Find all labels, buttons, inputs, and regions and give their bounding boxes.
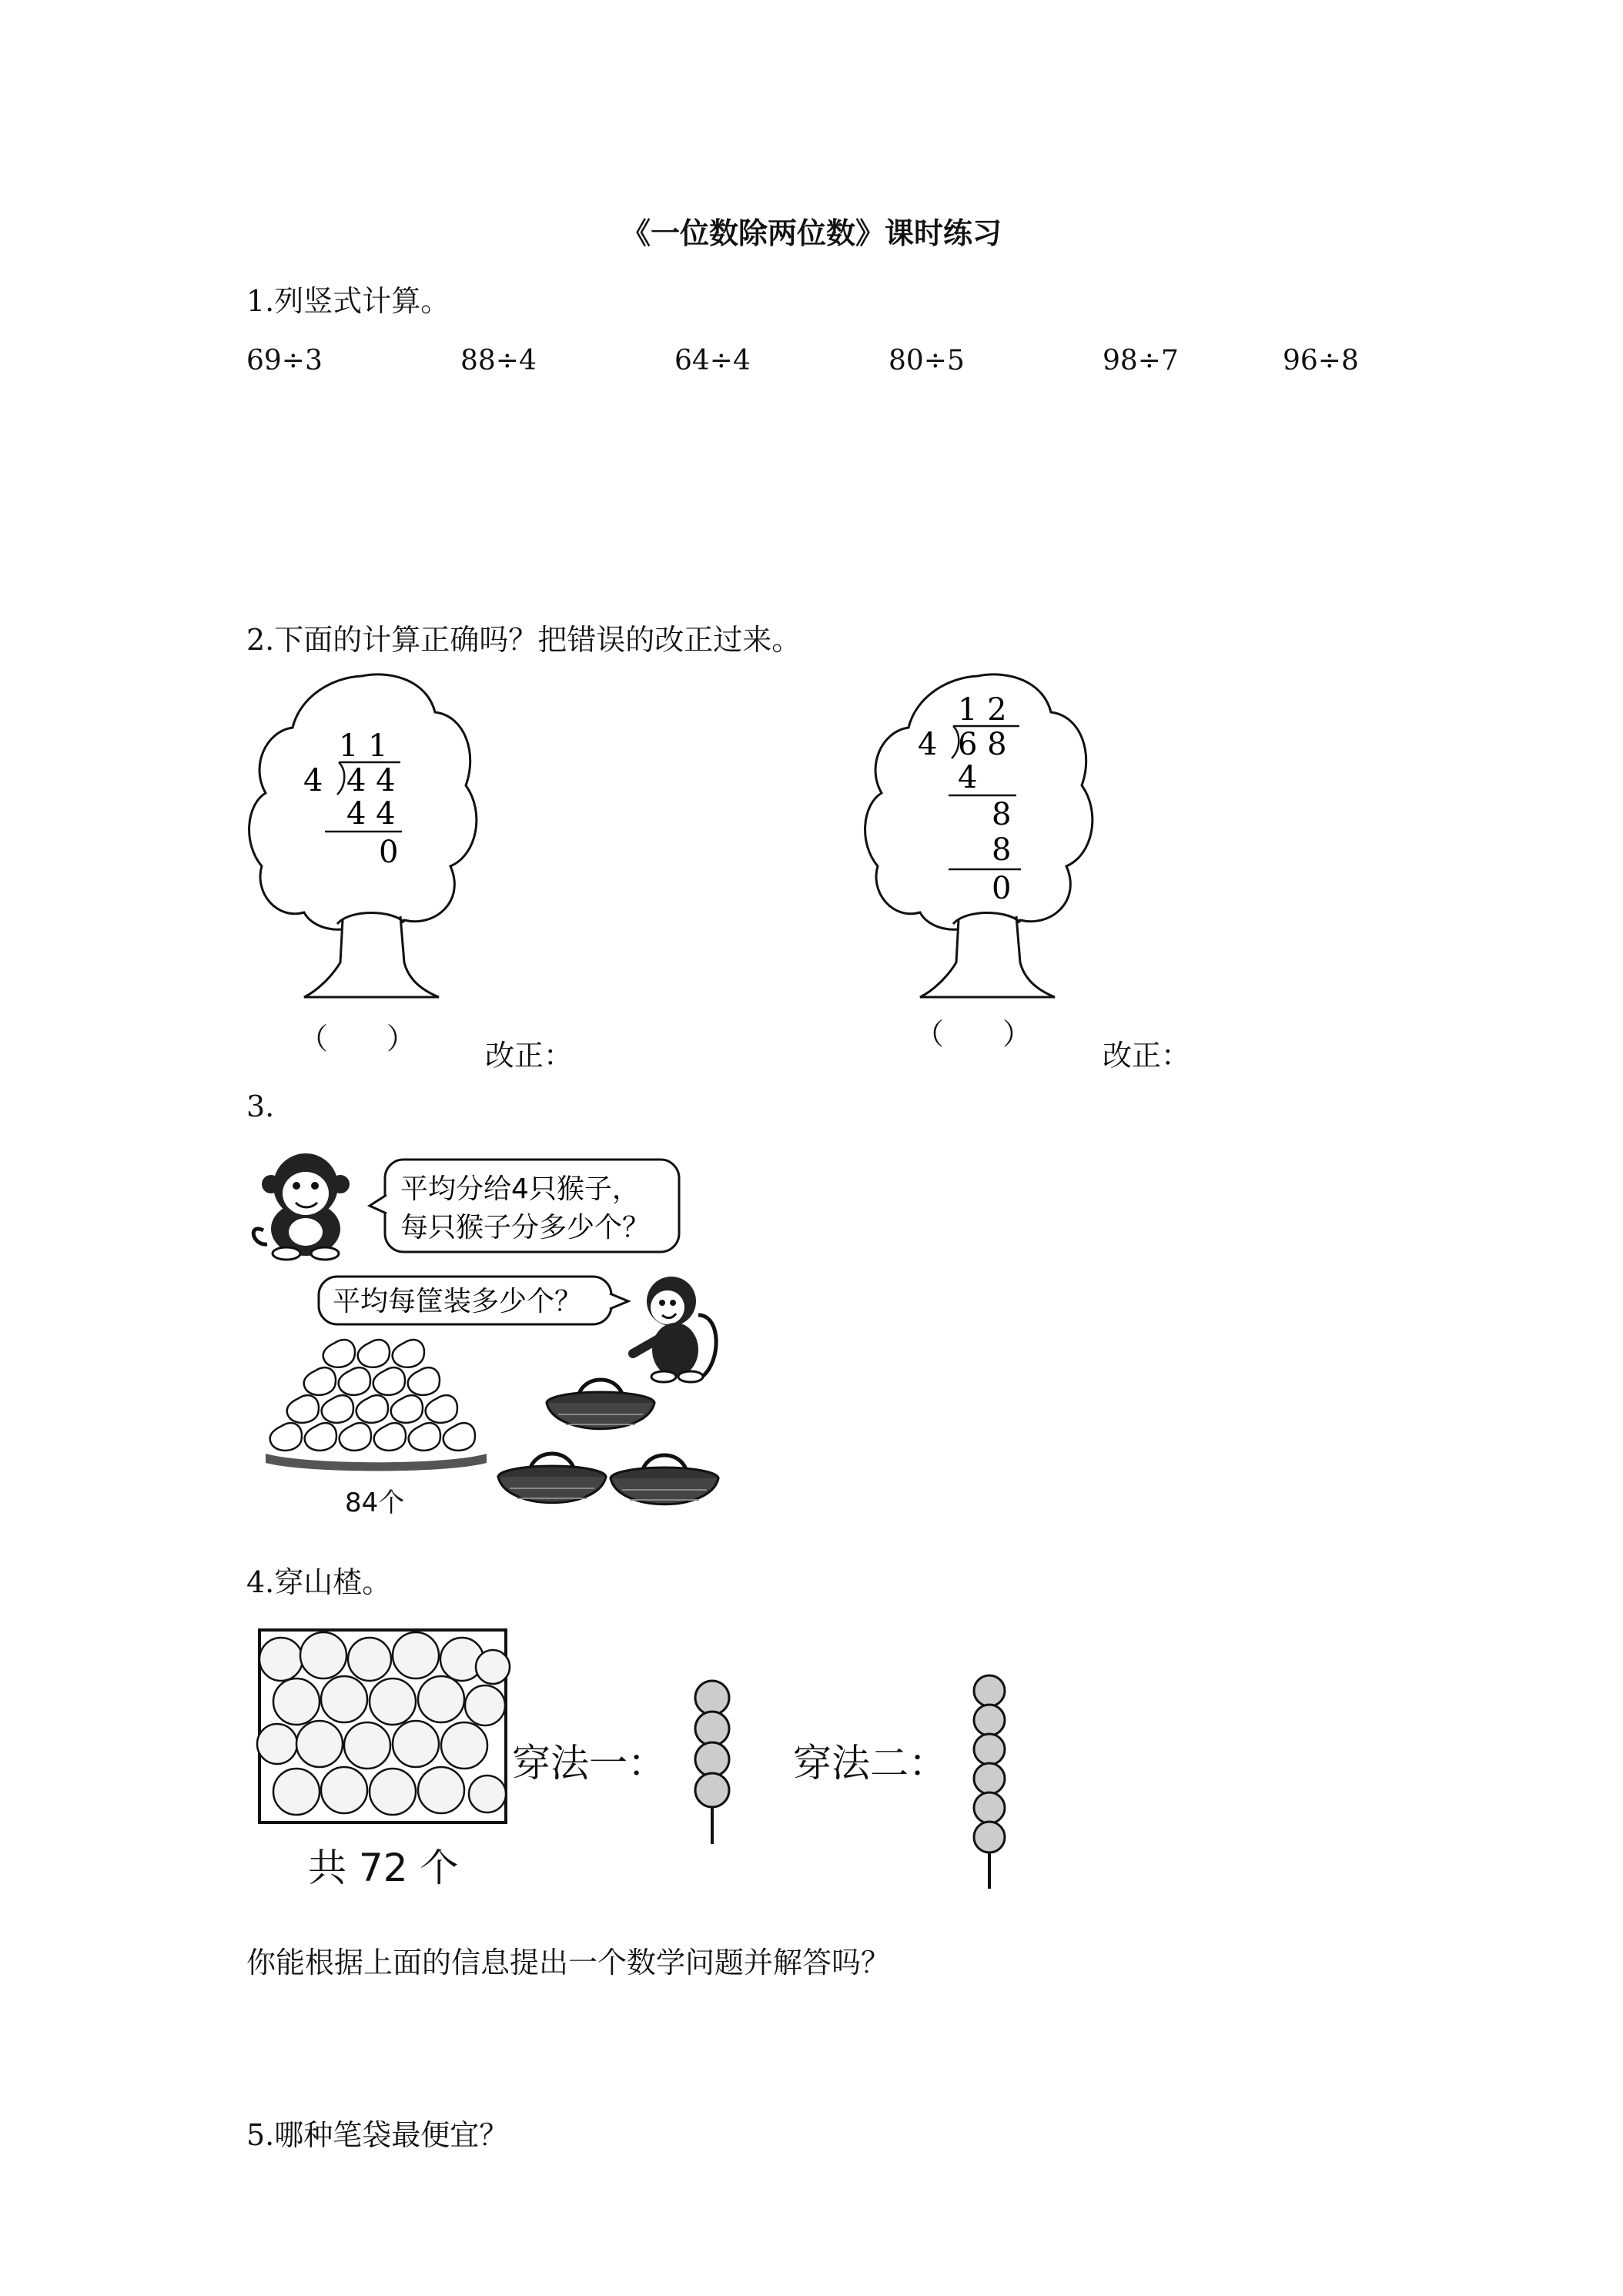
tree-1-remainder: 0 [379,835,399,870]
basket-3-icon [607,1448,722,1525]
question-3-label: 3. [246,1089,275,1123]
tree-1-product: 4 4 [346,796,396,832]
tree-2-quotient: 1 2 [958,692,1007,728]
tree-2-step1: 4 [958,760,978,795]
speech-bubble-2 [317,1274,633,1327]
peach-pile-illustration [262,1338,493,1477]
bubble-1-line-1: 平均分给4只猴子， [400,1173,640,1205]
tree-2-step2: 8 [992,832,1012,868]
monkey-2-icon [625,1269,725,1384]
bubble-2-text: 平均每筐装多少个？ [333,1286,583,1317]
tree-2-fix-label: 改正： [1103,1039,1191,1073]
question-4-label: 4.穿山楂。 [246,1565,392,1599]
hawthorn-total: 共 72 个 [308,1846,459,1890]
bubble-1-line-2: 每只猴子分多少个？ [400,1212,651,1243]
method-1-label: 穿法一： [512,1741,666,1786]
tree-2-answer-paren[interactable]: （ ） [915,1017,1032,1051]
tree-1-answer-paren[interactable]: （ ） [299,1022,417,1056]
tree-1-division [293,724,431,878]
tree-2-dividend: 6 8 [958,727,1007,762]
expr-6: 96÷8 [1283,345,1359,377]
tree-2-bring-down: 8 [992,797,1012,832]
question-4-prompt: 你能根据上面的信息提出一个数学问题并解答吗？ [246,1946,891,1980]
speech-bubble-1 [368,1156,684,1257]
page-title: 《一位数除两位数》课时练习 [621,216,1002,250]
hawthorn-box-illustration [258,1628,512,1829]
peach-count: 84个 [345,1488,405,1518]
expr-5: 98÷7 [1103,345,1179,377]
question-2-label: 2.下面的计算正确吗？把错误的改正过来。 [246,623,801,657]
tree-1-quotient: 1 1 [339,728,388,764]
expr-4: 80÷5 [888,345,965,377]
expr-2: 88÷4 [460,345,537,377]
expr-3: 64÷4 [674,345,751,377]
question-5-label: 5.哪种笔袋最便宜？ [246,2118,509,2152]
tree-1-divisor: 4 [303,763,323,798]
tree-1-dividend: 4 4 [346,763,396,798]
skewer-4-hawthorns-icon [689,1675,735,1848]
basket-2-icon [494,1446,610,1523]
basket-1-icon [543,1372,658,1449]
question-1-label: 1.列竖式计算。 [246,284,450,318]
tree-2-remainder: 0 [992,871,1012,906]
expr-1: 69÷3 [246,345,323,377]
skewer-6-hawthorns-icon [966,1669,1012,1893]
tree-1-fix-label: 改正： [485,1039,574,1073]
monkey-1-icon [248,1146,363,1261]
tree-2-division [909,689,1047,920]
tree-2-divisor: 4 [918,727,938,762]
method-2-label: 穿法二： [793,1741,947,1786]
